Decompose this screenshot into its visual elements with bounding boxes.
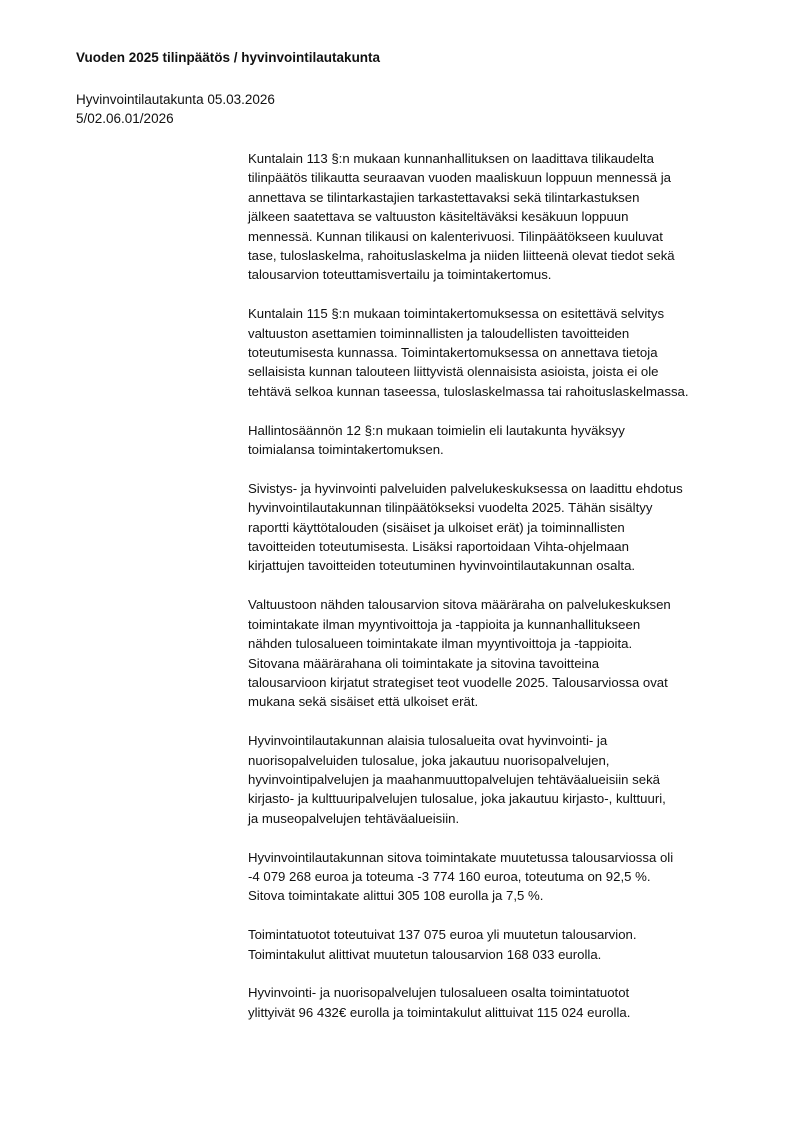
paragraph: [248, 304, 689, 401]
text-line: tehtävä selkoa kunnan taseessa, tuloslaskelmassa tai rahoituslaskelmassa.: [248, 383, 689, 399]
paragraph: [248, 595, 689, 711]
paragraph: [248, 925, 689, 964]
text-line: nuorisopalveluiden tulosalue, joka jakautuu nuorisopalvelujen,: [248, 752, 610, 768]
document-body: [248, 149, 689, 1042]
paragraph: [248, 479, 689, 576]
text-line: Hyvinvointi- ja nuorisopalvelujen tulosalueen osalta toimintatuotot: [248, 985, 630, 1001]
reference-number: 5/02.06.01/2026: [76, 110, 174, 126]
text-line: tavoitteiden toteutumisesta. Lisäksi raportoidaan Vihta-ohjelmaan: [248, 539, 629, 555]
text-line: hyvinvointilautakunnan tilinpäätökseksi vuodelta 2025. Tähän sisältyy: [248, 500, 653, 516]
paragraph: [248, 731, 689, 828]
text-line: tilinpäätös tilikautta seuraavan vuoden maaliskuun loppuun mennessä ja: [248, 170, 672, 186]
text-line: Hyvinvointilautakunnan alaisia tulosalueita ovat hyvinvointi- ja: [248, 733, 608, 749]
text-line: tase, tuloslaskelma, rahoituslaskelma ja niiden liitteenä olevat tiedot sekä: [248, 248, 675, 264]
text-line: talousarvioon kirjatut strategiset teot vuodelle 2025. Talousarviossa ovat: [248, 674, 668, 690]
document-title: Vuoden 2025 tilinpäätös / hyvinvointilautakunta: [76, 50, 381, 65]
paragraph: [248, 848, 689, 906]
text-line: Sitova toimintakate alittui 305 108 eurolla ja 7,5 %.: [248, 888, 544, 904]
text-line: ja museopalvelujen tehtäväalueisiin.: [248, 810, 460, 826]
text-line: mukana sekä sisäiset että ulkoiset erät.: [248, 694, 479, 710]
text-line: kirjattujen tavoitteiden toteutuminen hyvinvointilautakunnan osalta.: [248, 558, 636, 574]
text-line: annettava se tilintarkastajien tarkastettavaksi sekä tilintarkastuksen: [248, 189, 640, 205]
text-line: Kuntalain 113 §:n mukaan kunnanhallituksen on laadittava tilikaudelta: [248, 151, 654, 166]
document-meta: [76, 91, 275, 128]
text-line: hyvinvointipalvelujen ja maahanmuuttopalvelujen tehtäväalueisiin sekä: [248, 771, 661, 787]
text-line: Kuntalain 115 §:n mukaan toimintakertomuksessa on esitettävä selvitys: [248, 306, 665, 322]
text-line: -4 079 268 euroa ja toteuma -3 774 160 euroa, toteutuma on 92,5 %.: [248, 868, 651, 884]
paragraph: [248, 421, 689, 460]
paragraph: [248, 149, 689, 285]
text-line: talousarvion toteuttamisvertailu ja toimintakertomus.: [248, 267, 552, 283]
meeting-line: Hyvinvointilautakunta 05.03.2026: [76, 92, 275, 107]
text-line: toteutumisesta kunnassa. Toimintakertomuksessa on annettava tietoja: [248, 345, 658, 361]
text-line: ylittyivät 96 432€ eurolla ja toimintakulut alittuivat 115 024 eurolla.: [248, 1004, 631, 1020]
text-line: sellaisista kunnan talouteen liittyvistä olennaisista asioista, joista ei ole: [248, 364, 659, 380]
text-line: valtuuston asettamien toiminnallisten ja taloudellisten tavoitteiden: [248, 325, 630, 341]
text-line: raportti käyttötalouden (sisäiset ja ulkoiset erät) ja toiminnallisten: [248, 519, 625, 535]
text-line: Valtuustoon nähden talousarvion sitova määräraha on palvelukeskuksen: [248, 597, 671, 613]
text-line: Sitovana määrärahana oli toimintakate ja sitovina tavoitteina: [248, 655, 600, 671]
text-line: Hallintosäännön 12 §:n mukaan toimielin eli lautakunta hyväksyy: [248, 422, 625, 438]
text-line: kirjasto- ja kulttuuripalvelujen tulosalue, joka jakautuu kirjasto-, kulttuuri,: [248, 791, 666, 807]
text-line: jälkeen saatettava se valtuuston käsiteltäväksi kesäkuun loppuun: [248, 209, 629, 225]
text-line: Toimintakulut alittivat muutetun talousarvion 168 033 eurolla.: [248, 946, 602, 962]
text-line: nähden tulosalueen toimintakate ilman myyntivoittoja ja -tappioita.: [248, 636, 633, 652]
paragraph: [248, 983, 689, 1022]
text-line: Hyvinvointilautakunnan sitova toimintakate muutetussa talousarviossa oli: [248, 849, 674, 865]
text-line: toimintakate ilman myyntivoittoja ja -tappioita ja kunnanhallitukseen: [248, 616, 641, 632]
text-line: toimialansa toimintakertomuksen.: [248, 442, 444, 458]
text-line: Sivistys- ja hyvinvointi palveluiden palvelukeskuksessa on laadittu ehdotus: [248, 480, 683, 496]
text-line: Toimintatuotot toteutuivat 137 075 euroa yli muutetun talousarvion.: [248, 927, 637, 943]
text-line: mennessä. Kunnan tilikausi on kalenterivuosi. Tilinpäätökseen kuuluvat: [248, 228, 663, 244]
